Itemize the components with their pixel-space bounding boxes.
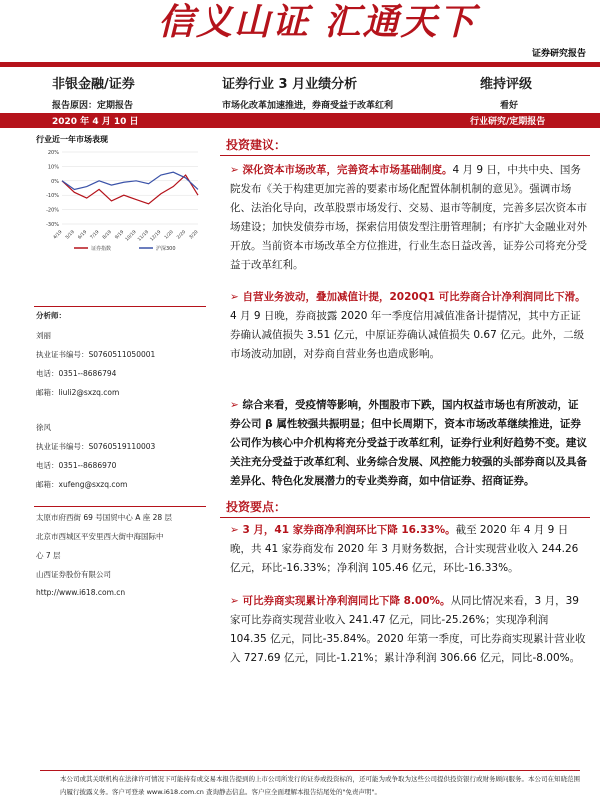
- disclaimer-text: 本公司或其关联机构在法律许可情况下可能持有或交易本报告提到的上市公司所发行的证券或投资标的，还可能为或争取为这些公司提供投资银行或财务顾问服务。本公司在知晓范围内履行披露义务。客户可登录 www.i618.com.cn 查询静态信息。客户应全面理解本报告结尾处的"免责声明"。: [60, 775, 580, 796]
- y-tick-label: 10%: [47, 164, 59, 171]
- address-line-2: 北京市西城区平安里西大街中海国际中: [36, 532, 164, 541]
- key-point-1-highlight: 3 月，41 家券商净利润环比下降 16.33%。: [242, 524, 456, 536]
- rating-value: 看好: [500, 101, 519, 111]
- analyst-2-name: 徐风: [36, 423, 51, 432]
- company-website: http://www.i618.com.cn: [36, 588, 126, 597]
- key-point-1-text: 截至 2020 年 4 月 9 日晚，共 41 家券商发布 2020 年 3 月财务数据，合计实现营业收入 244.26 亿元，环比-16.33%；净利润 105.46 亿元，环比-16.33%。: [230, 524, 579, 574]
- x-tick-label: 3/20: [188, 229, 200, 241]
- y-tick-label: -10%: [46, 193, 59, 200]
- legend-label: 沪深300: [156, 246, 176, 252]
- analyst-2-phone: 电话：0351--8686970: [36, 461, 117, 470]
- sidebar-divider: [34, 306, 206, 307]
- sidebar: [0, 128, 213, 768]
- x-tick-label: 11/19: [137, 229, 150, 243]
- investment-advice-heading: 投资建议：: [226, 138, 287, 152]
- address-line-1: 太原市府西街 69 号国贸中心 A 座 28 层: [36, 513, 173, 522]
- key-point-2: [230, 592, 588, 668]
- footer-divider: [40, 770, 580, 771]
- x-tick-label: 1/20: [164, 229, 175, 241]
- key-point-2-highlight: 可比券商实现累计净利润同比下降 8.00%。: [242, 595, 451, 607]
- advice-3-text: 综合来看，受疫情等影响，外围股市下跌，国内权益市场也有所波动，证券公司 β 属性较强共振明显；但中长周期下，资本市场改革继续推进，证券公司作为核心中介机构将充分受益于改革红利，证券行业利好趋势不变。建议关注充分受益于改革红利、业务综合发展、风控能力较强的头部券商以及具备差异化、特色化发展潜力的专业类券商，如中信证券、招商证券。: [230, 399, 587, 487]
- key-point-1: [230, 521, 588, 578]
- analyst-label: 分析师：: [36, 311, 66, 320]
- report-header: [0, 67, 600, 113]
- rating-label: 维持评级: [480, 77, 533, 92]
- analyst-1-email: 邮箱：liuli2@sxzq.com: [36, 388, 120, 397]
- advice-1-text: 4 月 9 日，中共中央、国务院发布《关于构建更加完善的要素市场化配置体制机制的意见》。强调市场化、法治化导向，改革股票市场发行、交易、退市等制度，完善多层次资本市场建设；加快发债券市场，探索信用债发型注册管理制；有序扩大金融业对外开放。当前资本市场改革全方位推进，行业生态日益改善，证券公司将充分受益于改革红利。: [230, 164, 587, 271]
- legend-label: 证券指数: [91, 246, 112, 252]
- key-points-heading: 投资要点：: [226, 500, 287, 514]
- analyst-1-name: 刘丽: [36, 331, 51, 340]
- x-tick-label: 8/19: [102, 229, 113, 241]
- y-tick-label: -30%: [46, 222, 59, 228]
- bullet-arrow-icon: ➢: [230, 595, 243, 607]
- date-bar: [0, 113, 600, 128]
- bullet-arrow-icon: ➢: [230, 164, 243, 176]
- x-tick-label: 6/19: [77, 229, 89, 241]
- analyst-1-phone: 电话：0351--8686794: [36, 369, 117, 378]
- report-date: 2020 年 4 月 10 日: [52, 117, 139, 127]
- report-category: 行业研究/定期报告: [470, 117, 546, 127]
- x-tick-label: 5/19: [65, 229, 76, 241]
- y-tick-label: 0%: [51, 178, 59, 185]
- x-tick-label: 2/20: [176, 229, 188, 241]
- address-line-3: 心 7 层: [36, 551, 61, 560]
- report-reason: 报告原因：定期报告: [52, 101, 134, 111]
- analyst-1-cert: 执业证书编号：S0760511050001: [36, 350, 156, 359]
- industry-title: 非银金融/证券: [52, 77, 135, 92]
- bullet-arrow-icon: ➢: [230, 524, 243, 536]
- key-point-2-text: 从同比情况来看，3 月，39 家可比券商实现营业收入 241.47 亿元，同比-25.26%；实现净利润 104.35 亿元，同比-35.84%。2020 年第一季度，可比券商实现累计营业收入 727.69 亿元，同比-1.21%；累计净利润 306.66 亿元，同比-8.00%。: [230, 595, 586, 664]
- analyst-2-email: 邮箱：xufeng@sxzq.com: [36, 480, 128, 489]
- x-tick-label: 4/19: [52, 229, 64, 241]
- x-tick-label: 9/19: [114, 229, 126, 241]
- report-subtitle: 市场化改革加速推进，券商受益于改革红利: [222, 101, 394, 111]
- series-line-1: [62, 175, 198, 204]
- sidebar-divider: [34, 506, 206, 507]
- x-tick-label: 12/19: [149, 229, 163, 243]
- section-divider: [220, 517, 590, 518]
- advice-paragraph-1: [230, 161, 588, 275]
- analyst-2-cert: 执业证书编号：S0760519110003: [36, 442, 156, 451]
- x-tick-label: 7/19: [89, 229, 101, 241]
- section-divider: [220, 155, 590, 156]
- company-name: 山西证券股份有限公司: [36, 570, 111, 579]
- y-tick-label: -20%: [46, 207, 59, 214]
- advice-2-highlight: 自营业务波动，叠加减值计提，2020Q1 可比券商合计净利润同比下滑。: [242, 291, 586, 303]
- x-tick-label: 10/19: [124, 229, 138, 243]
- report-banner: [0, 0, 600, 64]
- department-label: 证券研究报告: [531, 49, 586, 59]
- chart-title: 行业近一年市场表现: [36, 135, 108, 144]
- advice-1-highlight: 深化资本市场改革，完善资本市场基础制度。: [242, 164, 453, 176]
- market-performance-chart: [34, 146, 204, 256]
- bullet-arrow-icon: ➢: [230, 399, 243, 411]
- y-tick-label: 20%: [47, 150, 59, 156]
- report-title: 证券行业 3 月业绩分析: [222, 77, 358, 92]
- company-slogan: 信义山证 汇通天下: [158, 1, 477, 43]
- bullet-arrow-icon: ➢: [230, 291, 243, 303]
- advice-paragraph-2: [230, 288, 588, 364]
- advice-2-text: 4 月 9 日晚，券商披露 2020 年一季度信用减值准备计提情况，其中方正证券确认减值损失 3.51 亿元，中原证券确认减值损失 0.67 亿元。此外，二级市场波动加剧，对券商自营业务也造成影响。: [230, 310, 585, 360]
- advice-paragraph-3: [230, 396, 588, 491]
